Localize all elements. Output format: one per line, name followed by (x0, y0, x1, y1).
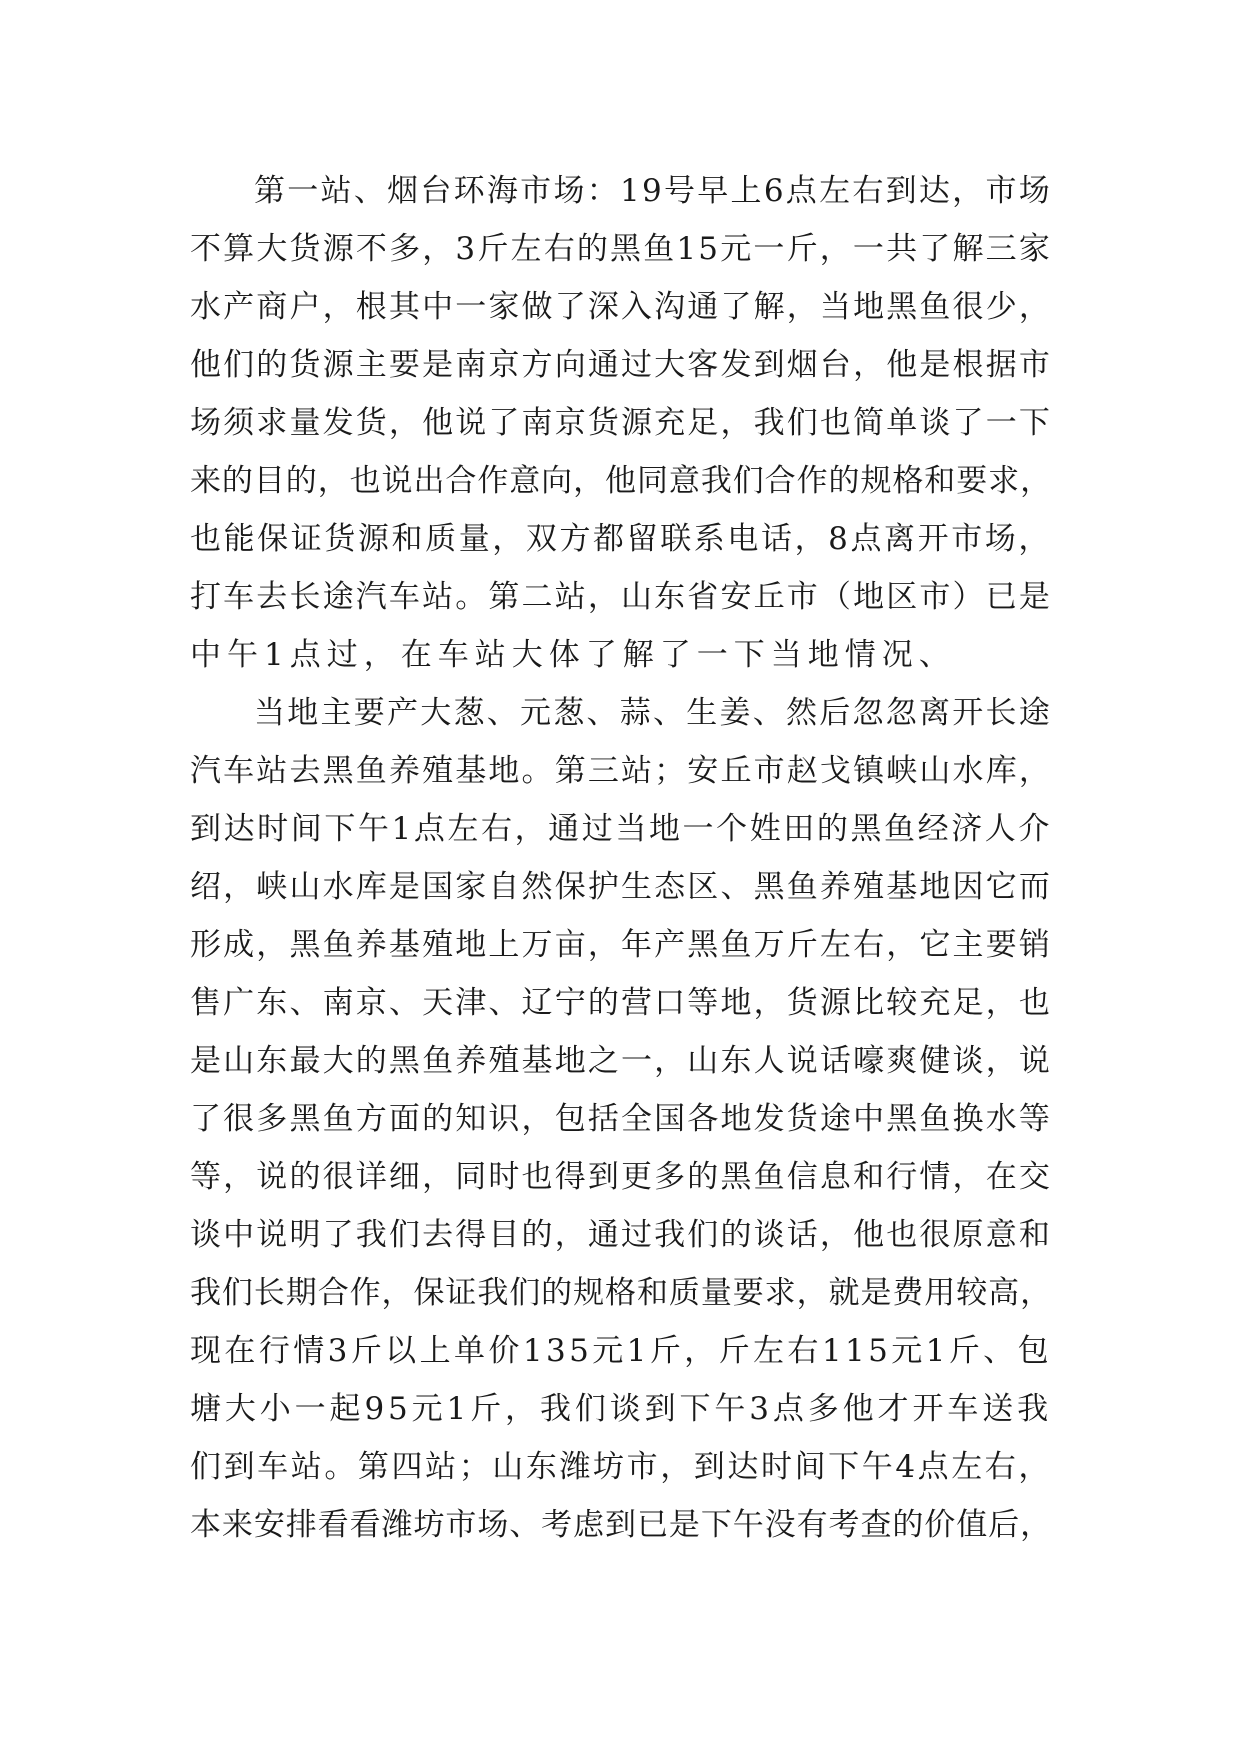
paragraph-1-line-4: 他们的货源主要是南京方向通过大客发到烟台，他是根据市 (190, 347, 1052, 383)
paragraph-1-line-3: 水产商户，根其中一家做了深入沟通了解，当地黑鱼很少， (190, 289, 1052, 325)
paragraph-1-line-1: 第一站、烟台环海市场：19号早上6点左右到达，市场 (254, 173, 1052, 209)
paragraph-1-line-9: 中午1点过，在车站大体了解了一下当地情况、 (190, 637, 956, 673)
paragraph-2-line-5: 形成，黑鱼养基殖地上万亩，年产黑鱼万斤左右，它主要销 (190, 927, 1052, 963)
paragraph-1-line-8: 打车去长途汽车站。第二站，山东省安丘市（地区市）已是 (190, 579, 1052, 615)
paragraph-2-line-6: 售广东、南京、天津、辽宁的营口等地，货源比较充足，也 (190, 985, 1052, 1021)
paragraph-1-line-2: 不算大货源不多，3斤左右的黑鱼15元一斤，一共了解三家 (190, 231, 1052, 267)
paragraph-2-line-14: 们到车站。第四站；山东潍坊市，到达时间下午4点左右， (190, 1449, 1052, 1485)
paragraph-1-line-7: 也能保证货源和质量，双方都留联系电话，8点离开市场， (190, 521, 1052, 557)
paragraph-1-line-5: 场须求量发货，他说了南京货源充足，我们也简单谈了一下 (190, 405, 1052, 441)
paragraph-2-line-15: 本来安排看看潍坊市场、考虑到已是下午没有考查的价值后， (190, 1507, 1052, 1543)
paragraph-1-line-6: 来的目的，也说出合作意向，他同意我们合作的规格和要求， (190, 463, 1052, 499)
paragraph-2-line-3: 到达时间下午1点左右，通过当地一个姓田的黑鱼经济人介 (190, 811, 1052, 847)
paragraph-2-line-1: 当地主要产大葱、元葱、蒜、生姜、然后忽忽离开长途 (254, 695, 1052, 731)
paragraph-2-line-12: 现在行情3斤以上单价135元1斤，斤左右115元1斤、包 (190, 1333, 1052, 1369)
body-text (190, 162, 1052, 1554)
paragraph-2-line-9: 等，说的很详细，同时也得到更多的黑鱼信息和行情，在交 (190, 1159, 1052, 1195)
paragraph-2-line-13: 塘大小一起95元1斤，我们谈到下午3点多他才开车送我 (190, 1391, 1052, 1427)
paragraph-2-line-7: 是山东最大的黑鱼养殖基地之一，山东人说话嚎爽健谈，说 (190, 1043, 1052, 1079)
paragraph-2-line-4: 绍，峡山水库是国家自然保护生态区、黑鱼养殖基地因它而 (190, 869, 1052, 905)
paragraph-2-line-8: 了很多黑鱼方面的知识，包括全国各地发货途中黑鱼换水等 (190, 1101, 1052, 1137)
paragraph-2-line-2: 汽车站去黑鱼养殖基地。第三站；安丘市赵戈镇峡山水库， (190, 753, 1052, 789)
paragraph-2-line-10: 谈中说明了我们去得目的，通过我们的谈话，他也很原意和 (190, 1217, 1052, 1253)
paragraph-2-line-11: 我们长期合作，保证我们的规格和质量要求，就是费用较高， (190, 1275, 1052, 1311)
